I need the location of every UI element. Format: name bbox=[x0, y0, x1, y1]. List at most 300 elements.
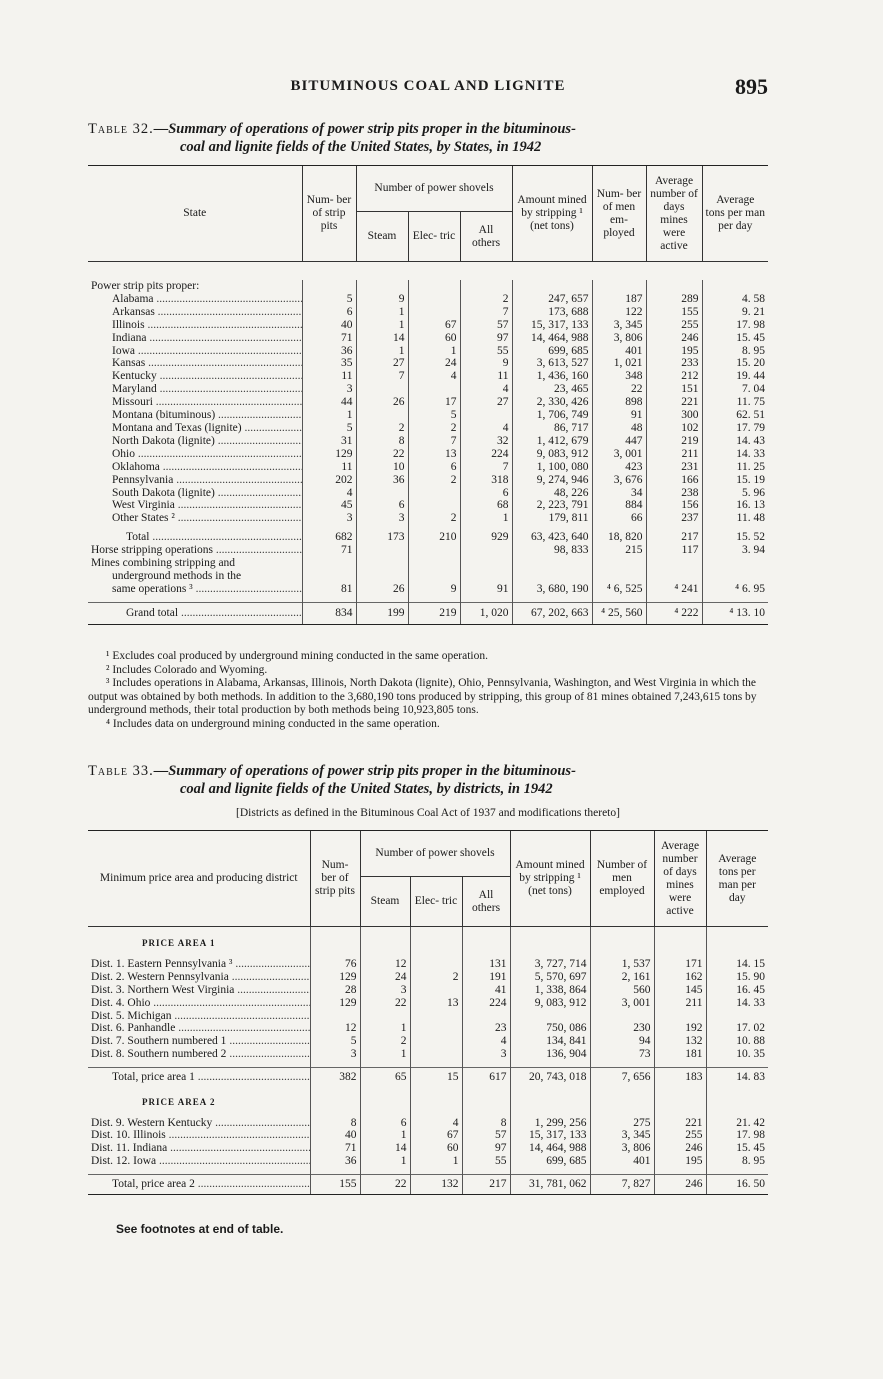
row-label: Dist. 11. Indiana ..... bbox=[91, 1142, 310, 1154]
table32-body bbox=[88, 262, 768, 625]
cell-steam: 3 bbox=[360, 984, 410, 997]
cell-days: 221 bbox=[646, 396, 702, 409]
cell-amount: 9, 083, 912 bbox=[512, 448, 592, 461]
cell-steam bbox=[356, 544, 408, 557]
col-header-others: All others bbox=[460, 212, 512, 262]
cell-electric: 1 bbox=[410, 1155, 462, 1168]
cell-amount: 173, 688 bbox=[512, 306, 592, 319]
cell-others: 1, 020 bbox=[460, 602, 512, 624]
cell-steam: 1 bbox=[356, 306, 408, 319]
cell-electric: 219 bbox=[408, 602, 460, 624]
cell-electric bbox=[408, 487, 460, 500]
col-header-tons: Average tons per man per day bbox=[706, 831, 768, 927]
cell-others: 4 bbox=[460, 422, 512, 435]
table-row bbox=[88, 1022, 768, 1035]
cell-tons: 19. 44 bbox=[702, 370, 768, 383]
row-label: Dist. 9. Western Kentucky ..... bbox=[91, 1117, 310, 1129]
col-header-men: Number of men employed bbox=[590, 831, 654, 927]
cell-electric: 2 bbox=[410, 971, 462, 984]
cell-electric: 67 bbox=[408, 319, 460, 332]
cell-others: 55 bbox=[460, 345, 512, 358]
cell-tons: 8. 95 bbox=[702, 345, 768, 358]
row-label: Dist. 12. Iowa ..... bbox=[91, 1155, 310, 1167]
cell-pits: 44 bbox=[302, 396, 356, 409]
cell-men: 1, 021 bbox=[592, 357, 646, 370]
table-row bbox=[88, 557, 768, 570]
cell-electric bbox=[408, 499, 460, 512]
cell-others: 7 bbox=[460, 461, 512, 474]
cell-steam: 1 bbox=[356, 345, 408, 358]
table-row bbox=[88, 396, 768, 409]
cell-pits: 4 bbox=[302, 487, 356, 500]
cell-electric: 2 bbox=[408, 512, 460, 525]
cell-pits: 3 bbox=[310, 1048, 360, 1061]
cell-men: 2, 161 bbox=[590, 971, 654, 984]
table-row bbox=[88, 319, 768, 332]
cell-others: 23 bbox=[462, 1022, 510, 1035]
table-row bbox=[88, 997, 768, 1010]
table33-caption-line1: —Summary of operations of power strip pits proper in the bituminous- bbox=[153, 763, 576, 779]
col-header-steam: Steam bbox=[356, 212, 408, 262]
table-row bbox=[88, 958, 768, 971]
cell-others bbox=[460, 409, 512, 422]
cell-men: 423 bbox=[592, 461, 646, 474]
table32-caption-line1: —Summary of operations of power strip pits proper in the bituminous- bbox=[153, 121, 576, 137]
table-row bbox=[88, 435, 768, 448]
cell-others: 6 bbox=[460, 487, 512, 500]
cell-amount: 3, 613, 527 bbox=[512, 357, 592, 370]
cell-tons: 15. 45 bbox=[706, 1142, 768, 1155]
cell-men: 66 bbox=[592, 512, 646, 525]
cell-electric: 132 bbox=[410, 1175, 462, 1195]
cell-amount: 1, 436, 160 bbox=[512, 370, 592, 383]
table-row bbox=[88, 487, 768, 500]
cell-tons: 15. 19 bbox=[702, 474, 768, 487]
cell-days: 192 bbox=[654, 1022, 706, 1035]
cell-tons: 11. 25 bbox=[702, 461, 768, 474]
cell-amount: 1, 100, 080 bbox=[512, 461, 592, 474]
cell-amount: 14, 464, 988 bbox=[512, 332, 592, 345]
cell-others: 57 bbox=[462, 1129, 510, 1142]
cell-others: 217 bbox=[462, 1175, 510, 1195]
cell-days: 255 bbox=[654, 1129, 706, 1142]
row-label: Total ..... bbox=[126, 531, 302, 543]
cell-others: 27 bbox=[460, 396, 512, 409]
running-head bbox=[88, 74, 768, 102]
cell-pits: 76 bbox=[310, 958, 360, 971]
cell-electric bbox=[408, 544, 460, 557]
cell-amount: 67, 202, 663 bbox=[512, 602, 592, 624]
cell-days: 212 bbox=[646, 370, 702, 383]
table32 bbox=[88, 165, 768, 625]
row-label: South Dakota (lignite) ..... bbox=[112, 487, 302, 499]
cell-steam bbox=[360, 1010, 410, 1023]
row-label: Mines combining stripping and bbox=[91, 557, 236, 570]
row-label: underground methods in the bbox=[112, 569, 242, 582]
cell-steam: 173 bbox=[356, 531, 408, 544]
cell-others bbox=[462, 1010, 510, 1023]
cell-others: 9 bbox=[460, 357, 512, 370]
table-row bbox=[88, 1142, 768, 1155]
cell-electric bbox=[410, 1048, 462, 1061]
cell-days: 300 bbox=[646, 409, 702, 422]
cell-electric: 67 bbox=[410, 1129, 462, 1142]
cell-electric: 6 bbox=[408, 461, 460, 474]
table33 bbox=[88, 830, 768, 1195]
cell-others: 3 bbox=[462, 1048, 510, 1061]
cell-steam: 6 bbox=[356, 499, 408, 512]
cell-men: 560 bbox=[590, 984, 654, 997]
cell-pits: 36 bbox=[302, 345, 356, 358]
cell-days: 171 bbox=[654, 958, 706, 971]
cell-days: 246 bbox=[654, 1142, 706, 1155]
cell-steam: 24 bbox=[360, 971, 410, 984]
cell-tons: 10. 88 bbox=[706, 1035, 768, 1048]
footnote-1: ¹ Excludes coal produced by underground mining conducted in the same operation. bbox=[106, 650, 488, 662]
cell-days: ⁴ 222 bbox=[646, 602, 702, 624]
cell-pits: 40 bbox=[310, 1129, 360, 1142]
cell-pits: 8 bbox=[310, 1117, 360, 1130]
row-label: Horse stripping operations ..... bbox=[91, 544, 302, 556]
table-row bbox=[88, 461, 768, 474]
row-label: Indiana ..... bbox=[112, 332, 302, 344]
cell-electric bbox=[410, 984, 462, 997]
cell-electric: 210 bbox=[408, 531, 460, 544]
table-row bbox=[88, 602, 768, 624]
cell-tons: ⁴ 13. 10 bbox=[702, 602, 768, 624]
cell-tons: 11. 75 bbox=[702, 396, 768, 409]
cell-electric bbox=[408, 383, 460, 396]
col-header-tons: Average tons per man per day bbox=[702, 166, 768, 262]
cell-amount: 2, 223, 791 bbox=[512, 499, 592, 512]
cell-men: 91 bbox=[592, 409, 646, 422]
cell-electric: 5 bbox=[408, 409, 460, 422]
cell-days: 155 bbox=[646, 306, 702, 319]
cell-days: 156 bbox=[646, 499, 702, 512]
cell-tons: 5. 96 bbox=[702, 487, 768, 500]
cell-others: 97 bbox=[460, 332, 512, 345]
cell-men: 122 bbox=[592, 306, 646, 319]
cell-men: 18, 820 bbox=[592, 531, 646, 544]
cell-others: 41 bbox=[462, 984, 510, 997]
cell-others: 97 bbox=[462, 1142, 510, 1155]
cell-tons: 17. 79 bbox=[702, 422, 768, 435]
col-header-shovels: Number of power shovels bbox=[356, 166, 512, 212]
row-label: Kentucky ..... bbox=[112, 370, 302, 382]
cell-steam: 7 bbox=[356, 370, 408, 383]
cell-others: 68 bbox=[460, 499, 512, 512]
cell-others: 4 bbox=[460, 383, 512, 396]
row-label: Montana (bituminous) ..... bbox=[112, 409, 302, 421]
cell-men: 3, 001 bbox=[592, 448, 646, 461]
col-header-state: State bbox=[88, 166, 302, 262]
running-title: BITUMINOUS COAL AND LIGNITE bbox=[290, 78, 566, 94]
col-header-electric: Elec- tric bbox=[408, 212, 460, 262]
cell-pits: 81 bbox=[302, 583, 356, 596]
row-label: Dist. 4. Ohio ..... bbox=[91, 997, 310, 1009]
cell-pits: 129 bbox=[302, 448, 356, 461]
cell-others: 32 bbox=[460, 435, 512, 448]
cell-pits: 202 bbox=[302, 474, 356, 487]
row-label: Maryland ..... bbox=[112, 383, 302, 395]
cell-pits: 3 bbox=[302, 512, 356, 525]
col-header-pits: Num- ber of strip pits bbox=[302, 166, 356, 262]
cell-steam: 36 bbox=[356, 474, 408, 487]
cell-days: 132 bbox=[654, 1035, 706, 1048]
cell-others: 8 bbox=[462, 1117, 510, 1130]
cell-steam: 9 bbox=[356, 293, 408, 306]
row-label: Kansas ..... bbox=[112, 357, 302, 369]
table-row bbox=[88, 531, 768, 544]
cell-pits: 5 bbox=[302, 422, 356, 435]
table32-caption bbox=[88, 120, 768, 156]
cell-others: 4 bbox=[462, 1035, 510, 1048]
col-header-steam: Steam bbox=[360, 877, 410, 927]
cell-tons: 3. 94 bbox=[702, 544, 768, 557]
cell-tons: 8. 95 bbox=[706, 1155, 768, 1168]
table32-caption-line2: coal and lignite fields of the United States, by States, in 1942 bbox=[180, 139, 542, 155]
cell-electric: 4 bbox=[408, 370, 460, 383]
cell-electric bbox=[408, 293, 460, 306]
cell-steam: 22 bbox=[360, 997, 410, 1010]
cell-steam bbox=[356, 487, 408, 500]
cell-others: 11 bbox=[460, 370, 512, 383]
cell-pits: 155 bbox=[310, 1175, 360, 1195]
cell-men: 275 bbox=[590, 1117, 654, 1130]
cell-tons: 14. 33 bbox=[702, 448, 768, 461]
cell-tons: 11. 48 bbox=[702, 512, 768, 525]
page-number: 895 bbox=[735, 74, 768, 99]
cell-electric: 1 bbox=[408, 345, 460, 358]
cell-tons: 17. 98 bbox=[706, 1129, 768, 1142]
cell-amount: 20, 743, 018 bbox=[510, 1068, 590, 1088]
cell-men: 3, 806 bbox=[592, 332, 646, 345]
table-row bbox=[88, 570, 768, 583]
row-label: same operations ³ ..... bbox=[112, 583, 302, 595]
table-row bbox=[88, 345, 768, 358]
row-label: Montana and Texas (lignite) ..... bbox=[112, 422, 302, 434]
table-row bbox=[88, 357, 768, 370]
cell-days: 289 bbox=[646, 293, 702, 306]
table-row bbox=[88, 1010, 768, 1023]
table-row bbox=[88, 1175, 768, 1195]
cell-pits: 45 bbox=[302, 499, 356, 512]
cell-days: 102 bbox=[646, 422, 702, 435]
cell-tons: 14. 43 bbox=[702, 435, 768, 448]
row-label: Dist. 6. Panhandle ..... bbox=[91, 1022, 310, 1034]
cell-tons: 7. 04 bbox=[702, 383, 768, 396]
table-row bbox=[88, 512, 768, 525]
cell-steam: 1 bbox=[360, 1129, 410, 1142]
cell-tons: 21. 42 bbox=[706, 1117, 768, 1130]
col-header-men: Num- ber of men em- ployed bbox=[592, 166, 646, 262]
cell-days: 162 bbox=[654, 971, 706, 984]
table-row bbox=[88, 1068, 768, 1088]
cell-tons: 15. 20 bbox=[702, 357, 768, 370]
cell-amount: 23, 465 bbox=[512, 383, 592, 396]
cell-steam: 1 bbox=[360, 1155, 410, 1168]
cell-men: 73 bbox=[590, 1048, 654, 1061]
cell-men: 22 bbox=[592, 383, 646, 396]
cell-men: 215 bbox=[592, 544, 646, 557]
cell-steam: 1 bbox=[356, 319, 408, 332]
cell-men: 3, 345 bbox=[590, 1129, 654, 1142]
cell-amount: 48, 226 bbox=[512, 487, 592, 500]
cell-days: 181 bbox=[654, 1048, 706, 1061]
cell-amount: 14, 464, 988 bbox=[510, 1142, 590, 1155]
table33-caption bbox=[88, 762, 768, 798]
cell-steam: 199 bbox=[356, 602, 408, 624]
table-row bbox=[88, 583, 768, 596]
cell-steam: 14 bbox=[360, 1142, 410, 1155]
row-label: Dist. 10. Illinois ..... bbox=[91, 1129, 310, 1141]
cell-amount: 5, 570, 697 bbox=[510, 971, 590, 984]
table33-label: Table 33. bbox=[88, 763, 154, 779]
cell-men: 7, 827 bbox=[590, 1175, 654, 1195]
cell-pits: 5 bbox=[310, 1035, 360, 1048]
cell-tons: 14. 15 bbox=[706, 958, 768, 971]
cell-amount: 3, 727, 714 bbox=[510, 958, 590, 971]
cell-men: 7, 656 bbox=[590, 1068, 654, 1088]
table-row bbox=[88, 383, 768, 396]
cell-pits: 12 bbox=[310, 1022, 360, 1035]
col-header-amount: Amount mined by stripping ¹ (net tons) bbox=[510, 831, 590, 927]
cell-tons: 14. 83 bbox=[706, 1068, 768, 1088]
cell-steam: 2 bbox=[360, 1035, 410, 1048]
section-label: Power strip pits proper: bbox=[91, 280, 200, 292]
table-row bbox=[88, 448, 768, 461]
cell-steam: 2 bbox=[356, 422, 408, 435]
col-header-area: Minimum price area and producing district bbox=[88, 831, 310, 927]
cell-steam: 8 bbox=[356, 435, 408, 448]
cell-electric: 15 bbox=[410, 1068, 462, 1088]
cell-days: 231 bbox=[646, 461, 702, 474]
col-header-amount: Amount mined by stripping ¹ (net tons) bbox=[512, 166, 592, 262]
row-label: Total, price area 1 ..... bbox=[112, 1071, 310, 1083]
cell-days: 183 bbox=[654, 1068, 706, 1088]
cell-days: 145 bbox=[654, 984, 706, 997]
cell-men: 3, 001 bbox=[590, 997, 654, 1010]
cell-electric: 9 bbox=[408, 583, 460, 596]
cell-electric: 2 bbox=[408, 422, 460, 435]
cell-days: 211 bbox=[646, 448, 702, 461]
see-footnotes-note: See footnotes at end of table. bbox=[116, 1222, 284, 1236]
cell-tons: ⁴ 6. 95 bbox=[702, 583, 768, 596]
table-row bbox=[88, 332, 768, 345]
cell-electric bbox=[408, 306, 460, 319]
cell-amount: 1, 706, 749 bbox=[512, 409, 592, 422]
row-label: Ohio ..... bbox=[112, 448, 302, 460]
row-label: Dist. 1. Eastern Pennsylvania ³ ..... bbox=[91, 958, 310, 970]
table-row bbox=[88, 293, 768, 306]
cell-men: 401 bbox=[590, 1155, 654, 1168]
cell-electric: 13 bbox=[410, 997, 462, 1010]
cell-pits bbox=[310, 1010, 360, 1023]
row-label: Missouri ..... bbox=[112, 396, 302, 408]
cell-others: 91 bbox=[460, 583, 512, 596]
cell-pits: 129 bbox=[310, 971, 360, 984]
cell-pits: 5 bbox=[302, 293, 356, 306]
cell-tons: 15. 90 bbox=[706, 971, 768, 984]
cell-tons: 4. 58 bbox=[702, 293, 768, 306]
cell-amount: 1, 412, 679 bbox=[512, 435, 592, 448]
cell-steam: 26 bbox=[356, 583, 408, 596]
cell-days: 195 bbox=[654, 1155, 706, 1168]
cell-men bbox=[590, 1010, 654, 1023]
table-row bbox=[88, 544, 768, 557]
cell-electric: 60 bbox=[408, 332, 460, 345]
table-row bbox=[88, 1155, 768, 1168]
cell-others: 224 bbox=[460, 448, 512, 461]
cell-pits: 382 bbox=[310, 1068, 360, 1088]
cell-men: 3, 345 bbox=[592, 319, 646, 332]
footnote-3: ³ Includes operations in Alabama, Arkansas, Illinois, North Dakota (lignite), Ohio, Pennsylvania, Washington, and West Virginia in which the output was obtained by both methods. In addition to the 3,680,190 tons produced by stripping, this group of 81 mines obtained 7,243,615 tons by underground methods, their total production by both methods being 10,923,805 tons. bbox=[88, 677, 757, 716]
cell-others: 131 bbox=[462, 958, 510, 971]
table-row bbox=[88, 971, 768, 984]
cell-amount: 86, 717 bbox=[512, 422, 592, 435]
cell-tons: 15. 45 bbox=[702, 332, 768, 345]
row-label: West Virginia ..... bbox=[112, 499, 302, 511]
cell-men: 48 bbox=[592, 422, 646, 435]
cell-others: 7 bbox=[460, 306, 512, 319]
row-label: Grand total ..... bbox=[126, 607, 302, 619]
row-label: Dist. 3. Northern West Virginia ..... bbox=[91, 984, 310, 996]
cell-others: 57 bbox=[460, 319, 512, 332]
cell-electric: 7 bbox=[408, 435, 460, 448]
col-header-pits: Num- ber of strip pits bbox=[310, 831, 360, 927]
cell-men: 1, 537 bbox=[590, 958, 654, 971]
row-label: Alabama ..... bbox=[112, 293, 302, 305]
cell-men: 348 bbox=[592, 370, 646, 383]
cell-amount: 136, 904 bbox=[510, 1048, 590, 1061]
cell-electric: 2 bbox=[408, 474, 460, 487]
cell-steam: 12 bbox=[360, 958, 410, 971]
cell-men: 94 bbox=[590, 1035, 654, 1048]
cell-days: 246 bbox=[654, 1175, 706, 1195]
cell-electric bbox=[410, 1022, 462, 1035]
cell-men: ⁴ 25, 560 bbox=[592, 602, 646, 624]
table33-body bbox=[88, 927, 768, 1195]
cell-days: 151 bbox=[646, 383, 702, 396]
cell-men: 34 bbox=[592, 487, 646, 500]
cell-days: 217 bbox=[646, 531, 702, 544]
table-row bbox=[88, 1129, 768, 1142]
cell-electric: 4 bbox=[410, 1117, 462, 1130]
row-label: Illinois ..... bbox=[112, 319, 302, 331]
cell-tons: 15. 52 bbox=[702, 531, 768, 544]
cell-days: 246 bbox=[646, 332, 702, 345]
table33-caption-line2: coal and lignite fields of the United States, by districts, in 1942 bbox=[180, 781, 553, 797]
cell-pits: 40 bbox=[302, 319, 356, 332]
cell-others bbox=[460, 544, 512, 557]
cell-others: 617 bbox=[462, 1068, 510, 1088]
cell-steam: 14 bbox=[356, 332, 408, 345]
cell-amount: 699, 685 bbox=[512, 345, 592, 358]
cell-days: 237 bbox=[646, 512, 702, 525]
cell-tons bbox=[706, 1010, 768, 1023]
cell-days: 219 bbox=[646, 435, 702, 448]
cell-days: 195 bbox=[646, 345, 702, 358]
footnote-4: ⁴ Includes data on underground mining conducted in the same operation. bbox=[106, 717, 440, 730]
cell-days: 238 bbox=[646, 487, 702, 500]
cell-pits: 35 bbox=[302, 357, 356, 370]
cell-pits: 36 bbox=[310, 1155, 360, 1168]
cell-amount: 134, 841 bbox=[510, 1035, 590, 1048]
cell-men: ⁴ 6, 525 bbox=[592, 583, 646, 596]
cell-others: 2 bbox=[460, 293, 512, 306]
table-row bbox=[88, 422, 768, 435]
row-label: Iowa ..... bbox=[112, 345, 302, 357]
